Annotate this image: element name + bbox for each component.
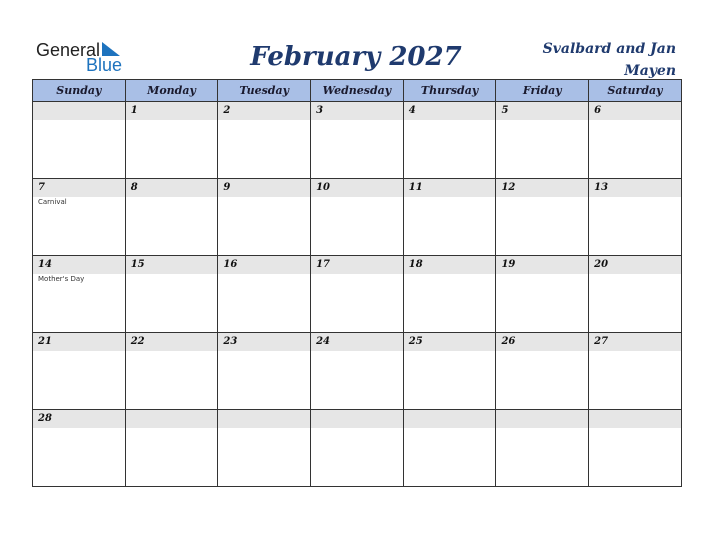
day-number: 24: [316, 336, 330, 347]
page-title: February 2027: [250, 42, 462, 72]
day-number: 22: [130, 336, 145, 347]
day-cell: [496, 256, 589, 333]
day-header-band: [311, 179, 403, 197]
day-header-band: [218, 410, 310, 428]
day-number: 4: [408, 105, 416, 116]
day-header-band: [33, 333, 125, 351]
day-cell: [218, 333, 311, 410]
week-row: [33, 102, 682, 179]
day-header-band: [33, 102, 125, 120]
day-number: 19: [501, 259, 516, 270]
day-number: 7: [38, 182, 45, 193]
day-cell: [218, 102, 311, 179]
day-cell: [33, 410, 126, 487]
day-header-band: [33, 179, 125, 197]
day-header-band: [126, 256, 218, 274]
day-cell: [311, 333, 404, 410]
day-cell: [311, 256, 404, 333]
day-number: 1: [130, 105, 138, 116]
day-header-band: [126, 410, 218, 428]
week-row: [33, 256, 682, 333]
day-cell: [496, 410, 589, 487]
day-number: 9: [223, 182, 231, 193]
day-number: 18: [408, 259, 423, 270]
day-cell: [311, 410, 404, 487]
day-header-band: [311, 410, 403, 428]
day-cell: [589, 102, 682, 179]
logo-general-text: General: [36, 40, 101, 60]
day-header-band: [404, 256, 496, 274]
day-number: 15: [130, 259, 145, 270]
holiday-label: Carnival: [38, 198, 67, 206]
day-number: 17: [316, 259, 330, 270]
day-header-band: [496, 256, 588, 274]
day-number: 6: [594, 105, 602, 116]
day-header-band: [589, 333, 681, 351]
day-header-band: [589, 410, 681, 428]
weekday-header: Wednesday: [311, 80, 404, 102]
weekday-header: Sunday: [33, 80, 126, 102]
day-number: 27: [594, 336, 609, 347]
day-header-band: [589, 102, 681, 120]
day-cell: [496, 333, 589, 410]
day-number: 21: [38, 336, 52, 347]
day-cell: [125, 410, 218, 487]
weekday-header: Tuesday: [218, 80, 311, 102]
calendar-grid: [32, 79, 682, 487]
day-cell: [403, 333, 496, 410]
logo-triangle-icon: [100, 42, 120, 56]
day-number: 25: [408, 336, 423, 347]
day-cell: [33, 102, 126, 179]
day-header-band: [404, 102, 496, 120]
day-number: 11: [408, 182, 423, 193]
day-number: 8: [130, 182, 138, 193]
day-number: 16: [223, 259, 238, 270]
day-cell: [33, 256, 126, 333]
holiday-label: Mother's Day: [38, 275, 85, 283]
day-number: 2: [223, 105, 231, 116]
day-header-band: [126, 102, 218, 120]
day-number: 28: [38, 413, 52, 424]
day-header-band: [496, 179, 588, 197]
week-row: [33, 410, 682, 487]
day-header-band: [589, 179, 681, 197]
day-cell: [311, 102, 404, 179]
day-cell: [589, 256, 682, 333]
day-header-band: [218, 102, 310, 120]
day-header-band: [218, 179, 310, 197]
weekday-header: Friday: [496, 80, 589, 102]
weekday-header-row: [33, 80, 682, 102]
day-header-band: [33, 410, 125, 428]
day-header-band: [496, 102, 588, 120]
day-cell: [403, 102, 496, 179]
day-number: 13: [594, 182, 609, 193]
day-number: 3: [316, 105, 324, 116]
day-number: 26: [501, 336, 516, 347]
day-cell: [403, 256, 496, 333]
day-cell: [33, 179, 126, 256]
day-cell: [496, 179, 589, 256]
day-number: 23: [223, 336, 238, 347]
day-cell: [33, 333, 126, 410]
day-cell: [125, 256, 218, 333]
day-cell: [218, 256, 311, 333]
day-header-band: [496, 333, 588, 351]
week-row: [33, 179, 682, 256]
day-header-band: [404, 410, 496, 428]
day-header-band: [126, 179, 218, 197]
day-cell: [311, 179, 404, 256]
day-cell: [589, 333, 682, 410]
region-name: Svalbard and Jan Mayen: [542, 41, 676, 79]
day-number: 5: [501, 105, 509, 116]
day-header-band: [496, 410, 588, 428]
day-header-band: [589, 256, 681, 274]
day-cell: [403, 179, 496, 256]
day-cell: [125, 333, 218, 410]
day-header-band: [404, 179, 496, 197]
day-header-band: [218, 256, 310, 274]
weekday-header: Saturday: [589, 80, 682, 102]
day-header-band: [311, 102, 403, 120]
day-header-band: [126, 333, 218, 351]
day-cell: [125, 102, 218, 179]
weekday-header: Thursday: [403, 80, 496, 102]
day-header-band: [311, 256, 403, 274]
day-number: 14: [38, 259, 52, 270]
logo-blue-text: Blue: [86, 55, 123, 75]
weekday-header: Monday: [125, 80, 218, 102]
day-header-band: [218, 333, 310, 351]
day-cell: [589, 179, 682, 256]
week-row: [33, 333, 682, 410]
day-header-band: [33, 256, 125, 274]
day-header-band: [311, 333, 403, 351]
day-cell: [496, 102, 589, 179]
day-cell: [125, 179, 218, 256]
day-number: 10: [316, 182, 330, 193]
day-header-band: [404, 333, 496, 351]
day-cell: [218, 179, 311, 256]
day-number: 12: [501, 182, 516, 193]
day-cell: [589, 410, 682, 487]
generalblue-logo: [36, 40, 136, 76]
day-cell: [403, 410, 496, 487]
day-cell: [218, 410, 311, 487]
day-number: 20: [594, 259, 609, 270]
